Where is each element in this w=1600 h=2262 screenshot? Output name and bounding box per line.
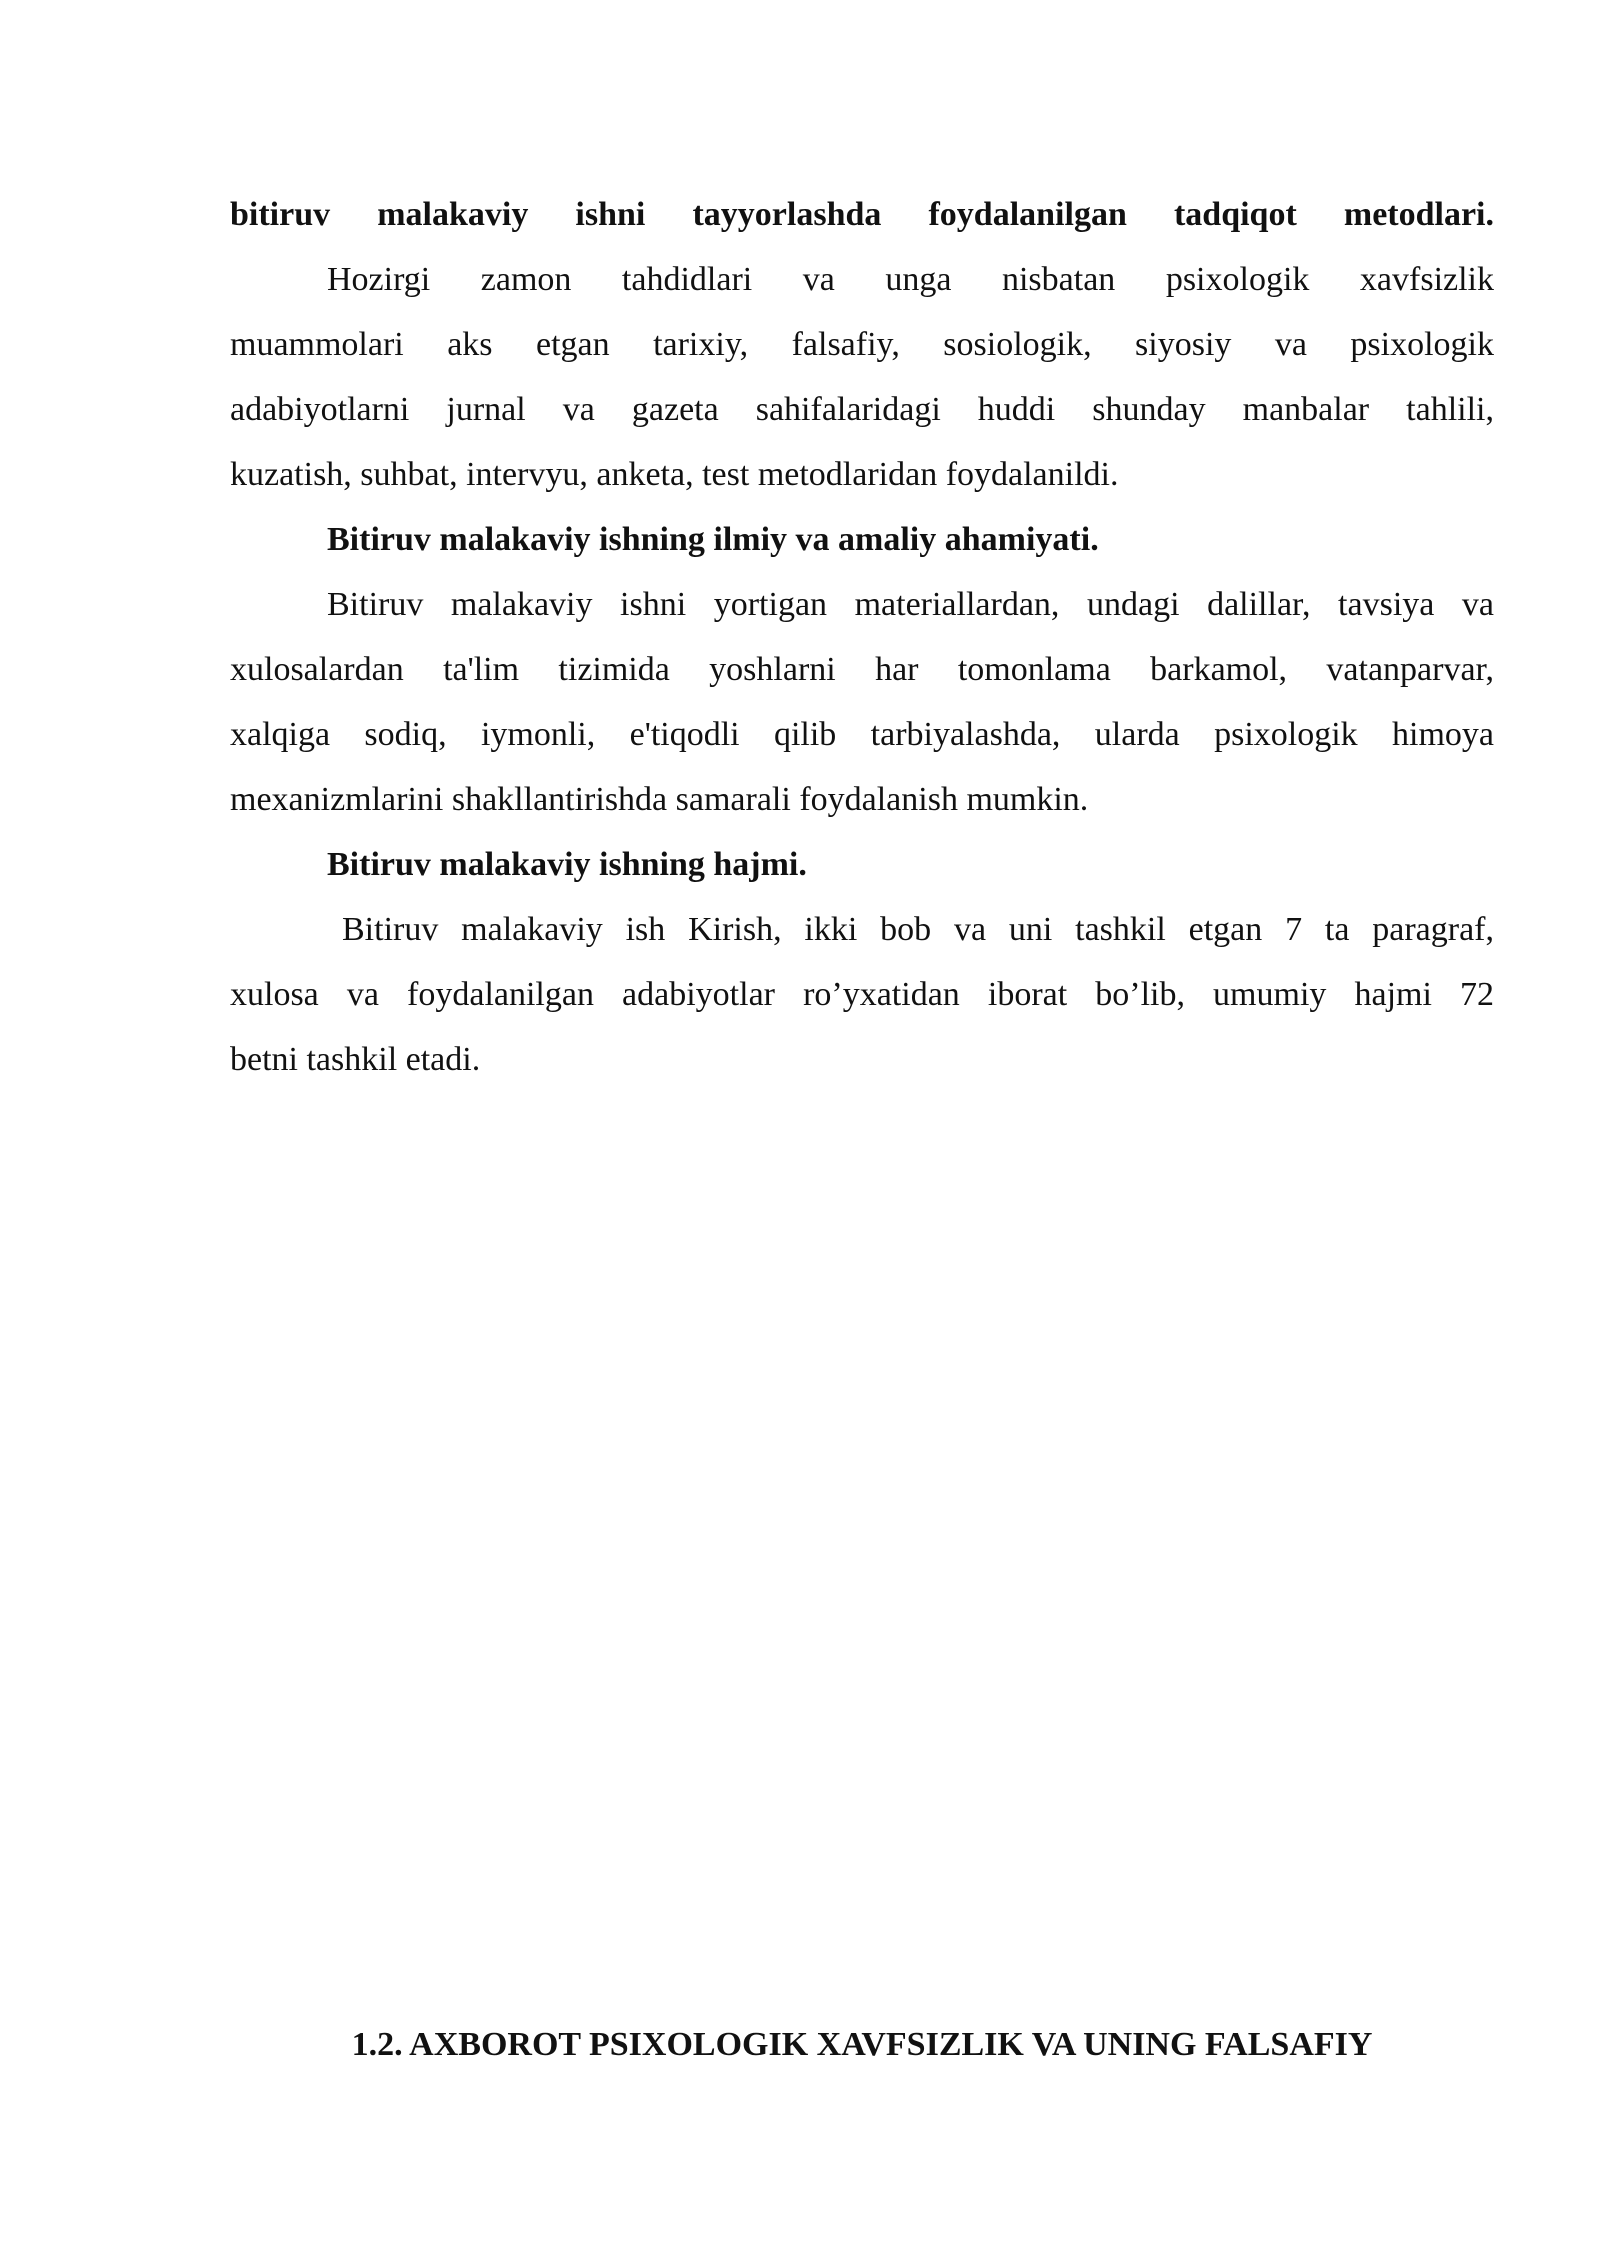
volume-heading: Bitiruv malakaviy ishning hajmi.	[327, 846, 807, 883]
section-heading: 1.2. AXBOROT PSIXOLOGIK XAVFSIZLIK VA UNING FALSAFIY	[351, 2026, 1373, 2063]
paragraph-line: mexanizmlarini shakllantirishda samarali foydalanish mumkin.	[230, 781, 1089, 818]
paragraph-line: xalqiga sodiq, iymonli, e'tiqodli qilib tarbiyalashda, ularda psixologik himoya	[230, 716, 1494, 753]
document-body	[230, 182, 1494, 1092]
paragraph-line: Bitiruv malakaviy ish Kirish, ikki bob va uni tashkil etgan 7 ta paragraf,	[342, 911, 1494, 948]
methods-heading-line: bitiruv malakaviy ishni tayyorlashda foydalanilgan tadqiqot metodlari.	[230, 196, 1494, 233]
paragraph-line: xulosa va foydalanilgan adabiyotlar ro’yxatidan iborat bo’lib, umumiy hajmi 72	[230, 976, 1494, 1013]
paragraph-line: betni tashkil etadi.	[230, 1041, 481, 1078]
paragraph-line: kuzatish, suhbat, intervyu, anketa, test metodlaridan foydalanildi.	[230, 456, 1119, 493]
paragraph-line: xulosalardan ta'lim tizimida yoshlarni har tomonlama barkamol, vatanparvar,	[230, 651, 1494, 688]
paragraph-line: muammolari aks etgan tarixiy, falsafiy, sosiologik, siyosiy va psixologik	[230, 326, 1494, 363]
paragraph-line: Bitiruv malakaviy ishni yortigan materiallardan, undagi dalillar, tavsiya va	[327, 586, 1494, 623]
paragraph-line: adabiyotlarni jurnal va gazeta sahifalaridagi huddi shunday manbalar tahlili,	[230, 391, 1494, 428]
paragraph-line: Hozirgi zamon tahdidlari va unga nisbatan psixologik xavfsizlik	[327, 261, 1494, 298]
significance-heading: Bitiruv malakaviy ishning ilmiy va amaliy ahamiyati.	[327, 521, 1099, 558]
